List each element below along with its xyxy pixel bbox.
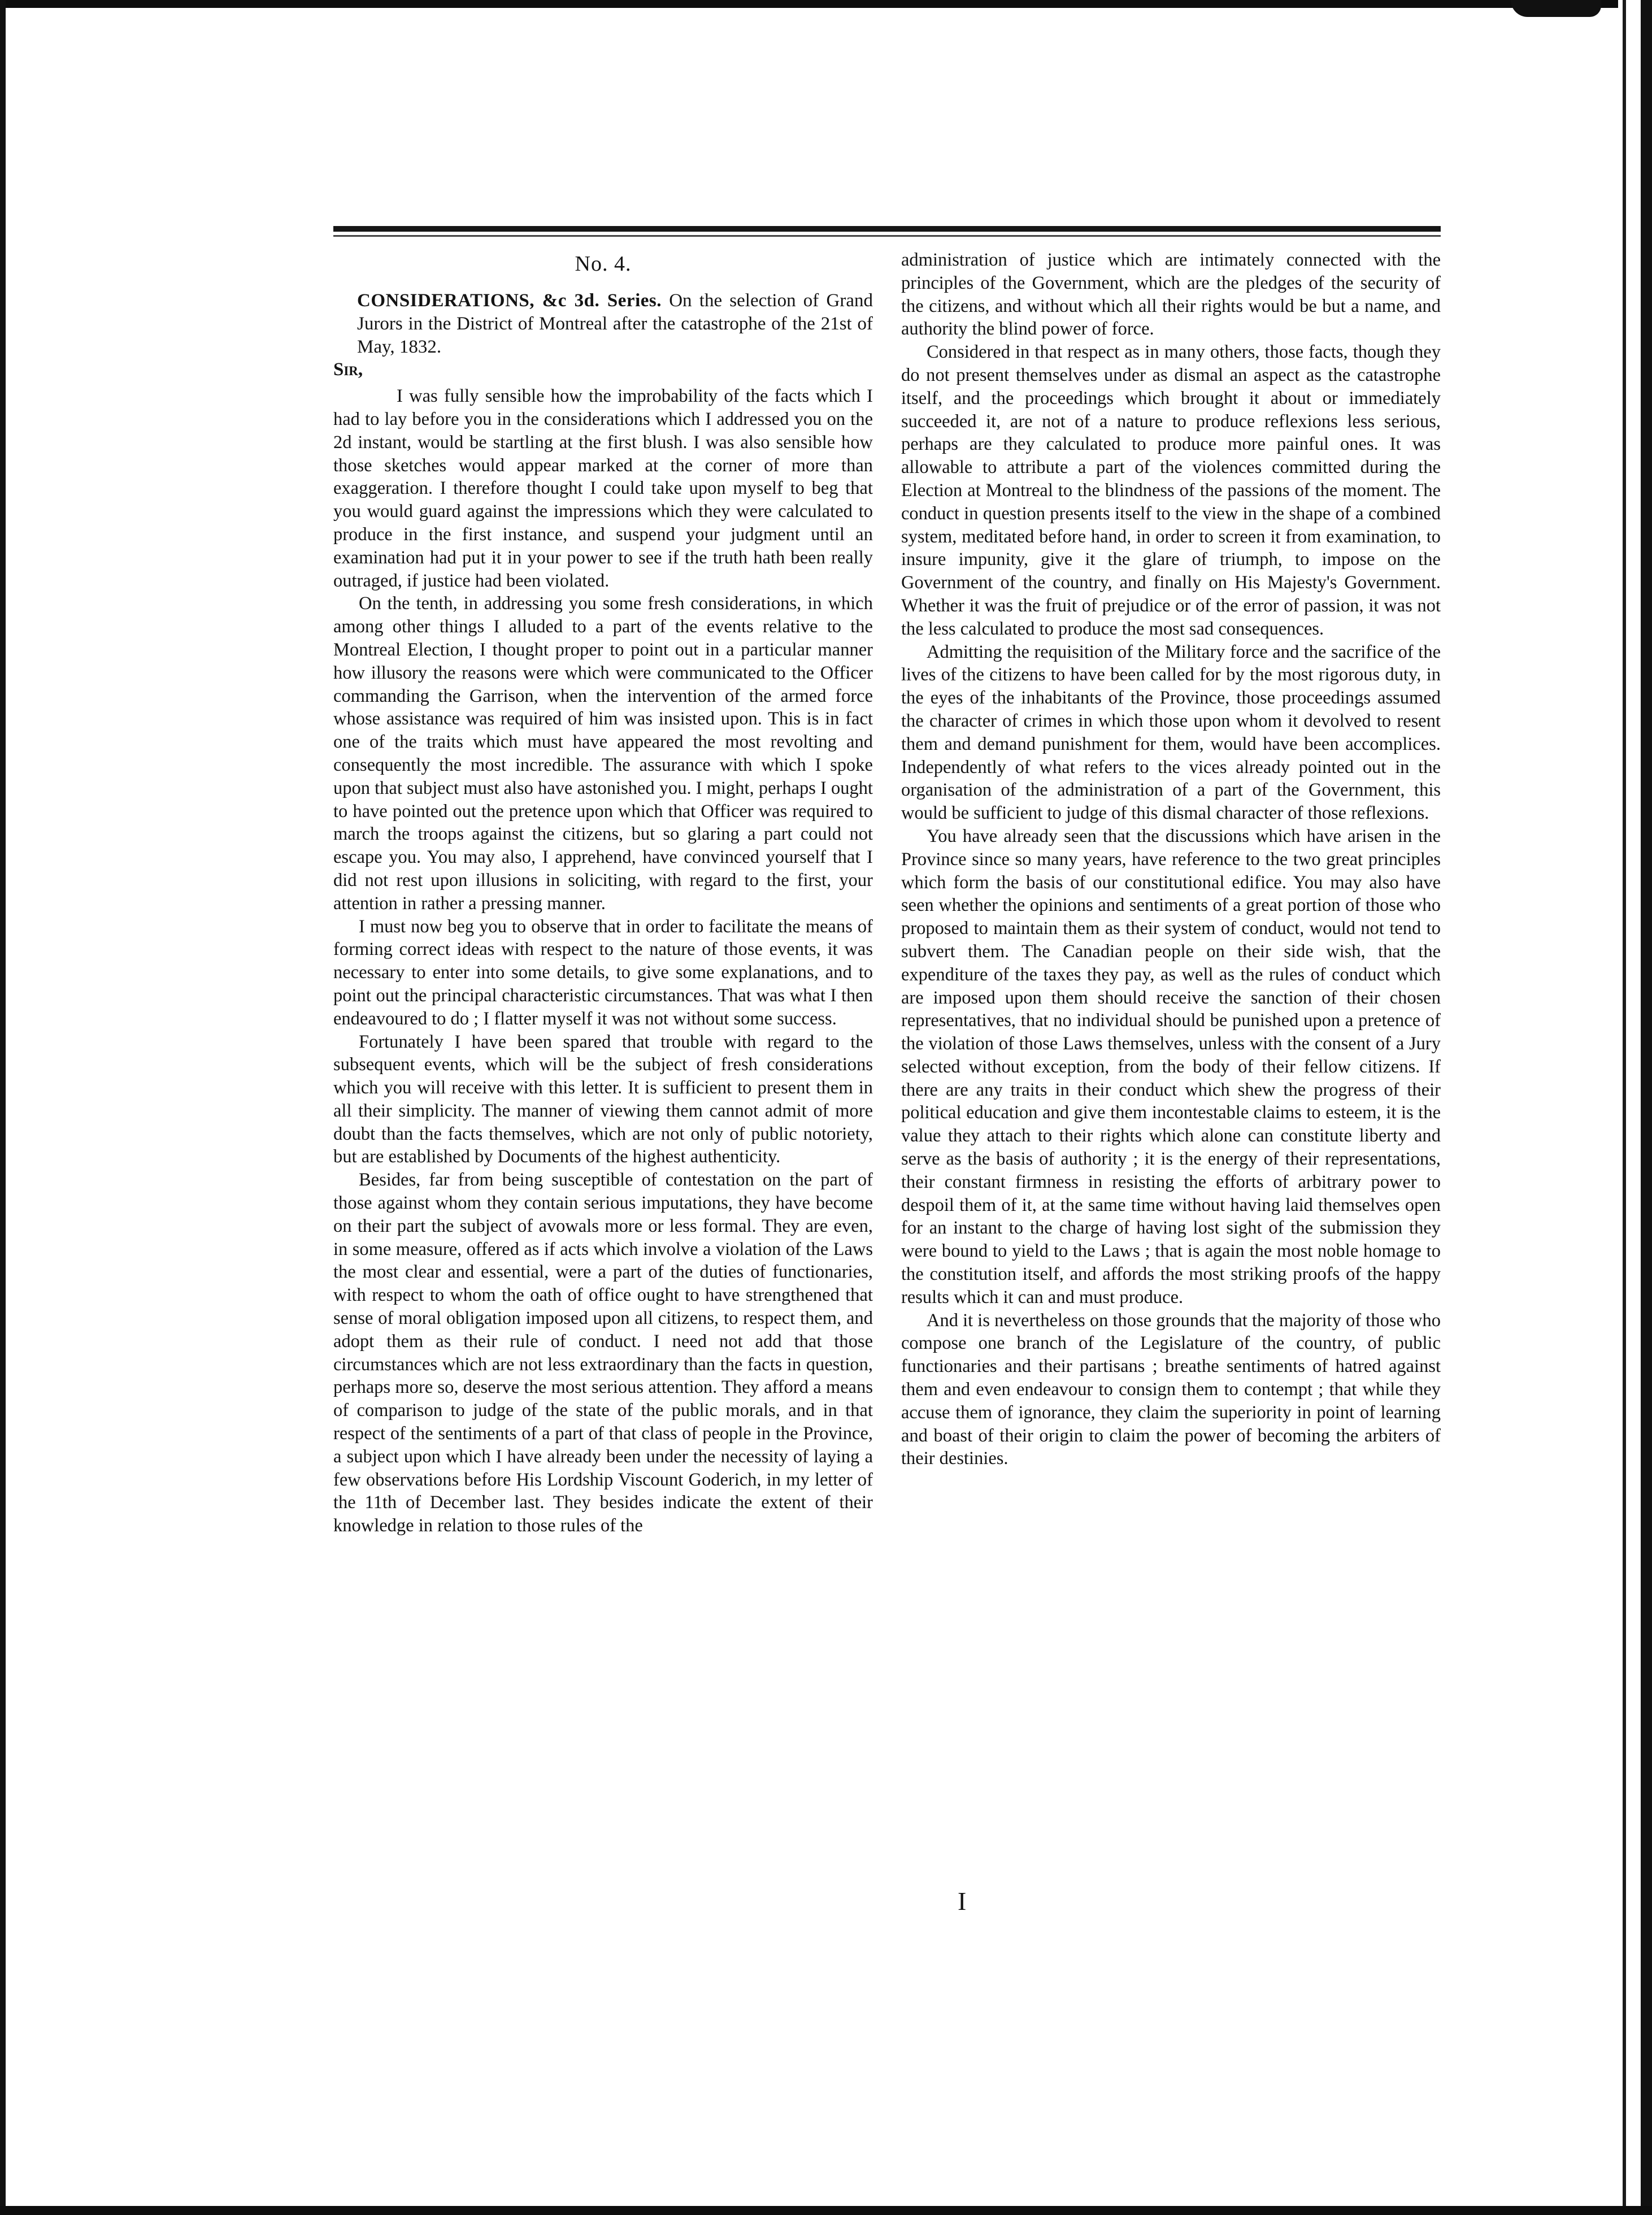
scan-edge-right xyxy=(1618,0,1652,2215)
document-heading xyxy=(333,289,873,358)
salutation: Sir, xyxy=(333,359,363,380)
paragraph: I must now beg you to observe that in order to facilitate the means of forming correct ideas with respect to the nature of those events, it was necessary to enter into some details, to give some explanations, and to point out the principal characteristic circumstances. That was what I then endeavoured to do ; I flatter myself it was not without some success. xyxy=(333,916,873,1029)
document-number: No. 4. xyxy=(575,252,632,276)
signature-mark: I xyxy=(958,1887,967,1916)
paragraph: I was fully sensible how the improbability of the facts which I had to lay before you in the considerations which I addressed you on the 2d instant, would be startling at the first blush. I was also sensible how those sketches would appear marked at the corner of more than exaggeration. I therefore thought I could take upon myself to beg that you would guard against the impressions which they were calculated to produce in the first instance, and suspend your judgment until an examination had put it in your power to see if the truth hath been really outraged, if justice had been violated. xyxy=(333,386,873,591)
paragraph: Considered in that respect as in many others, those facts, though they do not present themselves under as dismal an aspect as the catastrophe itself, and the proceedings which brought it about or immediately succeeded it, are not of a nature to produce reflexions less serious, perhaps are they calculated to produce more painful ones. It was allowable to attribute a part of the violences committed during the Election at Montreal to the blindness of the passions of the moment. The conduct in question presents itself to the view in the shape of a combined system, meditated before hand, in order to screen it from examination, to insure impunity, give it the glare of triumph, to impose on the Government of the country, and finally on His Majesty's Government. Whether it was the fruit of prejudice or of the error of passion, it was not the less calculated to produce the most sad consequences. xyxy=(901,342,1441,639)
paragraph: Admitting the requisition of the Military force and the sacrifice of the lives of the citizens to have been called for by the most rigorous duty, in the eyes of the inhabitants of the Province, those proceedings assumed the character of crimes in which those upon whom it devolved to resent them and demand punishment for them, would have been accomplices. Independently of what refers to the vices already pointed out in the organisation of the administration of a part of the Government, this would be sufficient to judge of this dismal character of those reflexions. xyxy=(901,641,1441,824)
heading-caps: CONSIDERATIONS, &c 3d. Series. xyxy=(357,290,662,311)
paragraph: And it is nevertheless on those grounds that the majority of those who compose one branch of the Legislature of the country, of public functionaries and their partisans ; breathe sentiments of hatred against them and even endeavour to consign them to contempt ; that while they accuse them of ignorance, they claim the superiority in point of learning and boast of their origin to claim the power of becoming the arbiters of their destinies. xyxy=(901,1310,1441,1469)
paragraph: Fortunately I have been spared that trouble with regard to the subsequent events, which will be the subject of fresh considerations which you will receive with this letter. It is sufficient to present them in all their simplicity. The manner of viewing them cannot admit of more doubt than the facts themselves, which are not only of public notoriety, but are established by Documents of the highest authenticity. xyxy=(333,1031,873,1167)
scan-border-bottom xyxy=(0,2206,1652,2215)
header-rule-thin xyxy=(333,235,1441,237)
paragraph: You have already seen that the discussions which have arisen in the Province since so many years, have reference to the two great principles which form the basis of our constitutional edifice. You may also have seen whether the opinions and sentiments of a great portion of those who proposed to maintain them as their system of conduct, would not tend to subvert them. The Canadian people on their side wish, that the expenditure of the taxes they pay, as well as the rules of conduct which are imposed upon them should receive the sanction of their chosen representatives, that no individual should be punished upon a pretence of the violation of those Laws themselves, unless with the consent of a Jury selected without exception, from the body of their fellow citizens. If there are any traits in their conduct which shew the progress of their political education and give them incontestable claims to esteem, it is the value they attach to their rights which alone can constitute liberty and serve as the basis of authority ; it is the energy of their representations, their constant firmness in resisting the efforts of arbitrary power to despoil them of it, at the same time without having laid themselves open for an instant to the charge of having lost sight of the submission they were bound to yield to the Laws ; that is again the most noble homage to the constitution itself, and affords the most striking proofs of the happy results which it can and must produce. xyxy=(901,826,1441,1308)
heading-rest: On the selection of Grand Jurors in the District of Montreal after the catastrophe of the 21st of May, 1832. xyxy=(357,290,873,357)
right-column xyxy=(901,249,1441,1470)
scan-ink-blot xyxy=(1511,0,1601,17)
paragraph-continuation: administration of justice which are intimately connected with the principles of the Government, which are the pledges of the security of the citizens, and without which all their rights would be but a name, and authority the blind power of force. xyxy=(901,250,1441,340)
scan-edge-left xyxy=(0,0,6,2215)
paragraph: Besides, far from being susceptible of contestation on the part of those against whom they contain serious imputations, they have become on their part the subject of avowals more or less formal. They are even, in some measure, offered as if acts which involve a violation of the Laws the most clear and essential, were a part of the duties of functionaries, with respect to whom the oath of office ought to have strengthened that sense of moral obligation imposed upon all citizens, to respect them, and adopt them as their rule of conduct. I need not add that those circumstances which are not less extraordinary than the facts in question, perhaps more so, deserve the most serious attention. They afford a means of comparison to judge of the state of the public morals, and in that respect of the sentiments of a part of that class of people in the Province, a subject upon which I have already been under the necessity of laying a few observations before His Lordship Viscount Goderich, in my letter of the 11th of December last. They besides indicate the extent of their knowledge in relation to those rules of the xyxy=(333,1170,873,1536)
scan-border-top xyxy=(0,0,1652,8)
document-page xyxy=(333,226,1441,2006)
paragraph: On the tenth, in addressing you some fresh considerations, in which among other things I alluded to a part of the events relative to the Montreal Election, I thought proper to point out in a particular manner how illusory the reasons were which were communicated to the Officer commanding the Garrison, when the intervention of the armed force whose assistance was required of him was insisted upon. This is in fact one of the traits which must have appeared the most revolting and consequently the most incredible. The assurance with which I spoke upon that subject must also have astonished you. I might, perhaps I ought to have pointed out the pretence upon which that Officer was required to march the troops against the citizens, but so glaring a part could not escape you. You may also, I apprehend, have convinced yourself that I did not rest upon illusions in soliciting, with regard to the first, your attention in rather a pressing manner. xyxy=(333,593,873,914)
header-rule xyxy=(333,226,1441,232)
left-column xyxy=(333,249,873,1538)
